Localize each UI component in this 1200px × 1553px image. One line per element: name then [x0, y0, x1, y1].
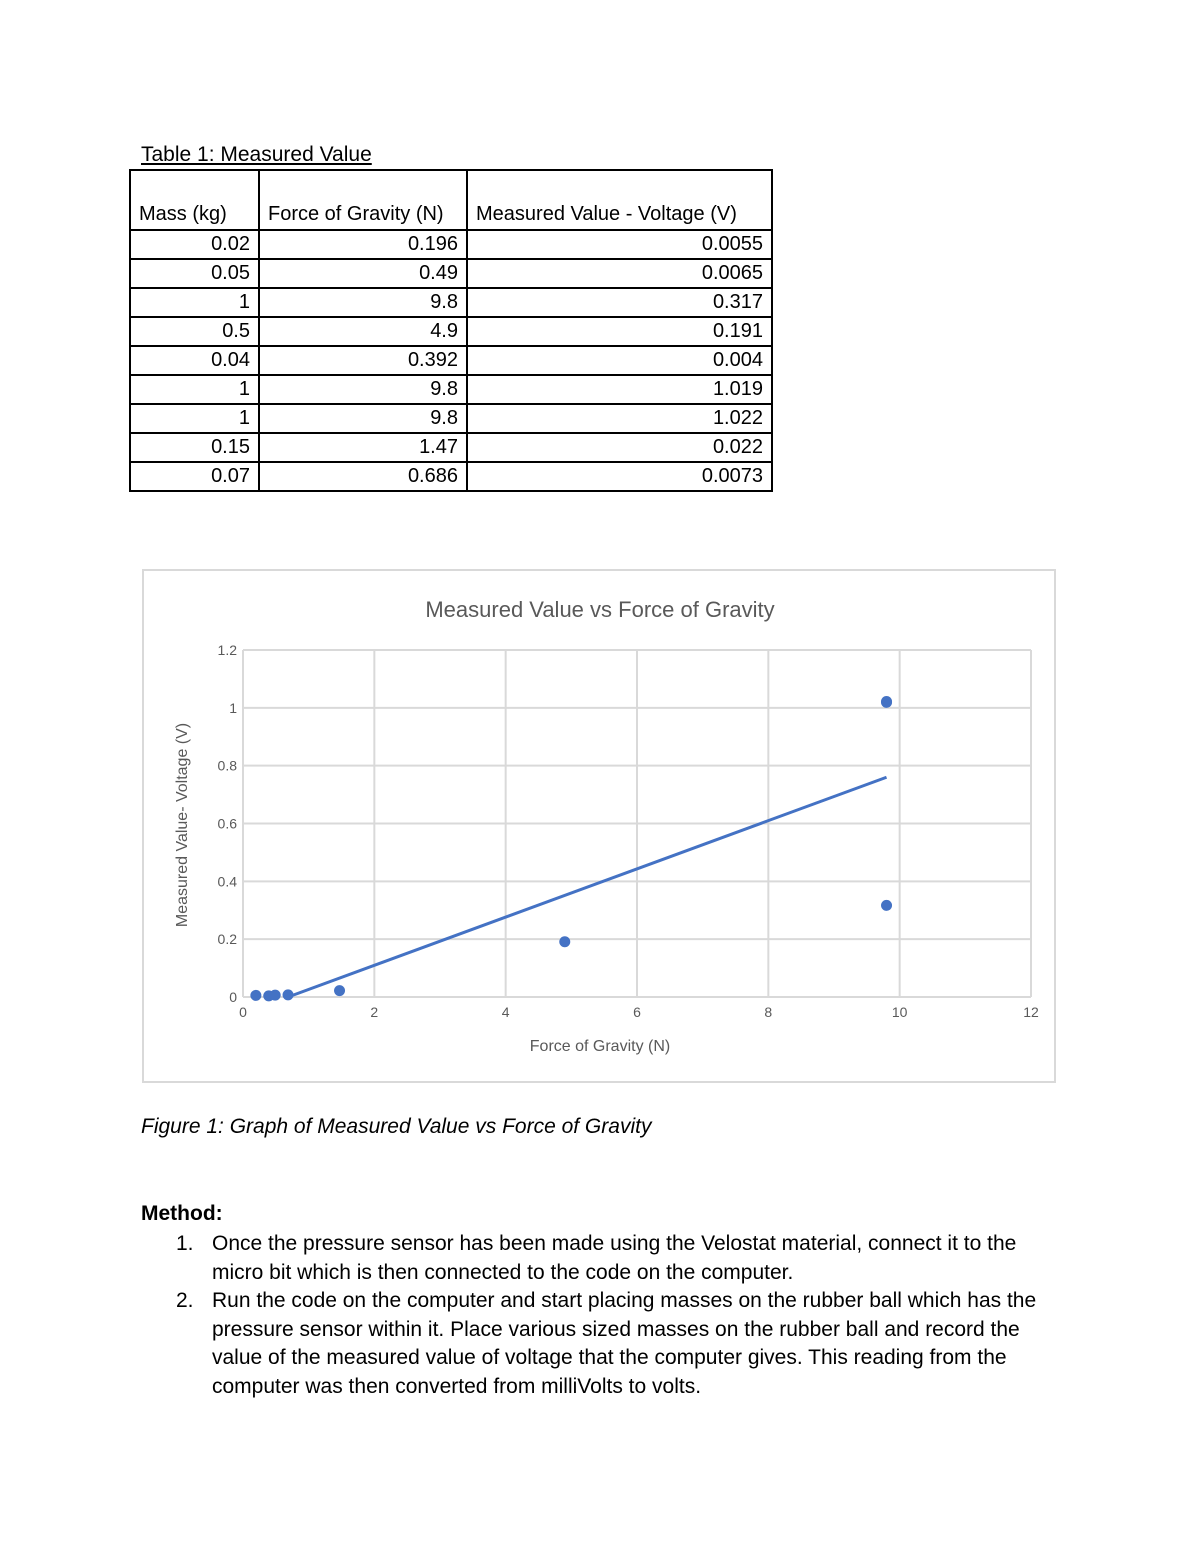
cell-mass: 0.15	[130, 433, 259, 462]
y-tick-label: 1.2	[217, 642, 237, 658]
y-tick-label: 0.2	[217, 931, 237, 948]
header-force: Force of Gravity (N)	[259, 170, 467, 230]
trendline-group	[288, 777, 886, 997]
y-tick-label: 0.8	[217, 757, 237, 774]
header-mass: Mass (kg)	[130, 170, 259, 230]
cell-voltage: 0.004	[467, 346, 772, 375]
cell-force: 0.686	[259, 462, 467, 491]
cell-mass: 1	[130, 404, 259, 433]
list-text: Run the code on the computer and start placing masses on the rubber ball which has the pressure sensor within it. Place various sized masses on the rubber ball and record the value of the measured value of voltage that the computer gives. This reading from the computer was then converted from milliVolts to volts.	[212, 1289, 1037, 1398]
data-point	[250, 990, 261, 1001]
cell-force: 1.47	[259, 433, 467, 462]
method-list	[141, 1230, 1071, 1402]
y-tick-labels	[218, 642, 238, 1005]
x-tick-label: 4	[501, 1004, 510, 1020]
cell-voltage: 0.0065	[467, 259, 772, 288]
method-title: Method:	[141, 1202, 223, 1225]
table-row	[130, 462, 772, 491]
cell-force: 0.196	[259, 230, 467, 259]
table-row	[130, 317, 772, 346]
cell-mass: 0.07	[130, 462, 259, 491]
list-text: Once the pressure sensor has been made using the Velostat material, connect it to the micro bit which is then connected to the code on the computer.	[212, 1232, 1017, 1284]
trendline	[288, 777, 886, 997]
data-point	[334, 985, 345, 996]
y-tick-label: 0.4	[217, 873, 237, 890]
cell-voltage: 1.019	[467, 375, 772, 404]
cell-mass: 1	[130, 288, 259, 317]
cell-voltage: 0.0055	[467, 230, 772, 259]
cell-mass: 0.04	[130, 346, 259, 375]
chart-grid	[243, 650, 1031, 997]
cell-voltage: 0.191	[467, 317, 772, 346]
table-row	[130, 346, 772, 375]
cell-voltage: 0.0073	[467, 462, 772, 491]
cell-voltage: 0.022	[467, 433, 772, 462]
cell-mass: 0.05	[130, 259, 259, 288]
cell-force: 9.8	[259, 288, 467, 317]
y-tick-label: 0	[229, 989, 237, 1005]
data-point	[263, 990, 274, 1001]
cell-mass: 0.5	[130, 317, 259, 346]
y-tick-label: 1	[229, 699, 237, 716]
data-points	[250, 696, 892, 1001]
x-axis-label: Force of Gravity (N)	[529, 1038, 671, 1055]
x-tick-label: 6	[633, 1004, 641, 1020]
x-tick-label: 8	[764, 1004, 773, 1020]
x-tick-label: 12	[1023, 1004, 1039, 1020]
cell-force: 0.392	[259, 346, 467, 375]
table-row	[130, 433, 772, 462]
cell-force: 0.49	[259, 259, 467, 288]
measured-value-table	[129, 169, 773, 492]
table-row	[130, 404, 772, 433]
x-tick-label: 0	[239, 1004, 247, 1020]
y-tick-label: 0.6	[217, 815, 237, 832]
table-row	[130, 375, 772, 404]
table-row	[130, 259, 772, 288]
cell-force: 9.8	[259, 404, 467, 433]
chart-frame	[142, 569, 1056, 1083]
header-voltage: Measured Value - Voltage (V)	[467, 170, 772, 230]
cell-force: 9.8	[259, 375, 467, 404]
list-number: 2.	[176, 1289, 194, 1313]
x-tick-label: 10	[891, 1004, 908, 1020]
data-point	[881, 696, 892, 707]
list-item	[141, 1287, 1071, 1401]
x-tick-labels	[239, 1004, 1039, 1020]
cell-mass: 1	[130, 375, 259, 404]
table-row	[130, 230, 772, 259]
data-point	[881, 900, 892, 911]
cell-voltage: 0.317	[467, 288, 772, 317]
table-header-row	[130, 170, 772, 230]
cell-mass: 0.02	[130, 230, 259, 259]
scatter-chart	[144, 571, 1054, 1081]
data-point	[283, 989, 294, 1000]
data-point	[559, 936, 570, 947]
figure-caption: Figure 1: Graph of Measured Value vs Force of Gravity	[141, 1115, 652, 1138]
cell-voltage: 1.022	[467, 404, 772, 433]
chart-title: Measured Value vs Force of Gravity	[425, 597, 775, 622]
x-tick-label: 2	[370, 1004, 379, 1020]
list-number: 1.	[176, 1232, 194, 1255]
table-caption: Table 1: Measured Value	[141, 143, 372, 166]
y-axis-label: Measured Value- Voltage (V)	[174, 722, 191, 928]
cell-force: 4.9	[259, 317, 467, 346]
table-row	[130, 288, 772, 317]
list-item	[141, 1230, 1071, 1287]
